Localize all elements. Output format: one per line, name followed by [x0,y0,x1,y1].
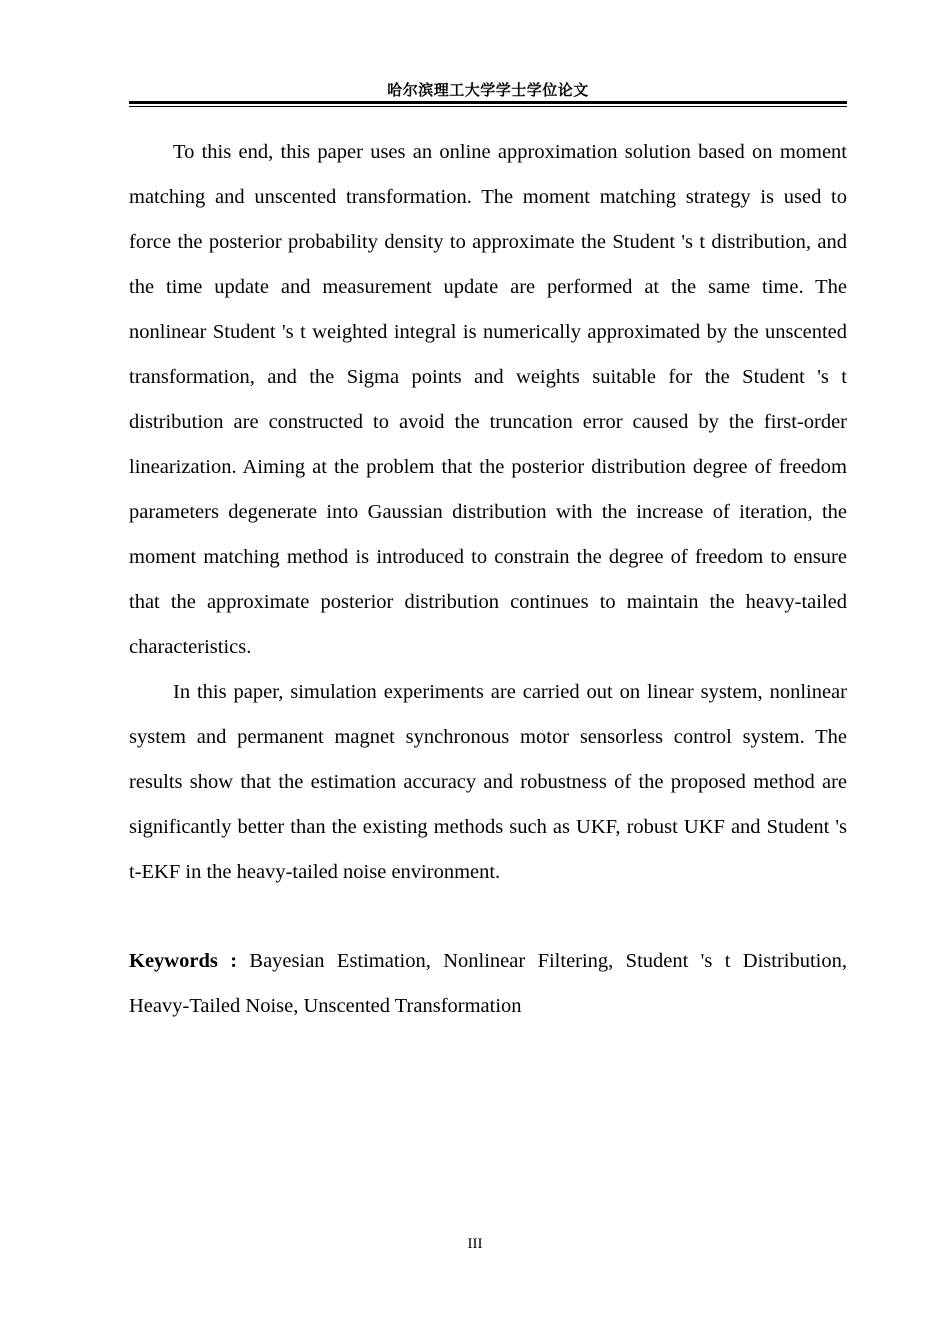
page-header [129,78,847,102]
header-rule-thin [129,106,847,107]
header-title: 哈尔滨理工大学学士学位论文 [387,81,589,99]
paragraph-2: In this paper, simulation experiments are carried out on linear system, nonlinear system and permanent magnet synchronous motor sensorless control system. The results show that the estimation accuracy and robustness of the proposed method are significantly better than the existing methods such as UKF, robust UKF and Student 's t-EKF in the heavy-tailed noise environment. [129,681,847,883]
header-rule-thick [129,101,847,104]
paragraph-1: To this end, this paper uses an online approximation solution based on moment matching and unscented transformation. The moment matching strategy is used to force the posterior probability density to approximate the Student 's t distribution, and the time update and measurement update are performed at the same time. The nonlinear Student 's t weighted integral is numerically approximated by the unscented transformation, and the Sigma points and weights suitable for the Student 's t distribution are constructed to avoid the truncation error caused by the first-order linearization. Aiming at the problem that the posterior distribution degree of freedom parameters degenerate into Gaussian distribution with the increase of iteration, the moment matching method is introduced to constrain the degree of freedom to ensure that the approximate posterior distribution continues to maintain the heavy-tailed characteristics. [129,141,847,658]
keywords-label: Keywords : [129,950,238,972]
page-number: III [467,1236,483,1252]
keywords-text: Bayesian Estimation, Nonlinear Filtering, Student 's t Distribution, Heavy-Tailed Noise, Unscented Transformation [129,950,848,1017]
abstract-body [129,130,847,895]
keywords-section [129,939,847,1029]
